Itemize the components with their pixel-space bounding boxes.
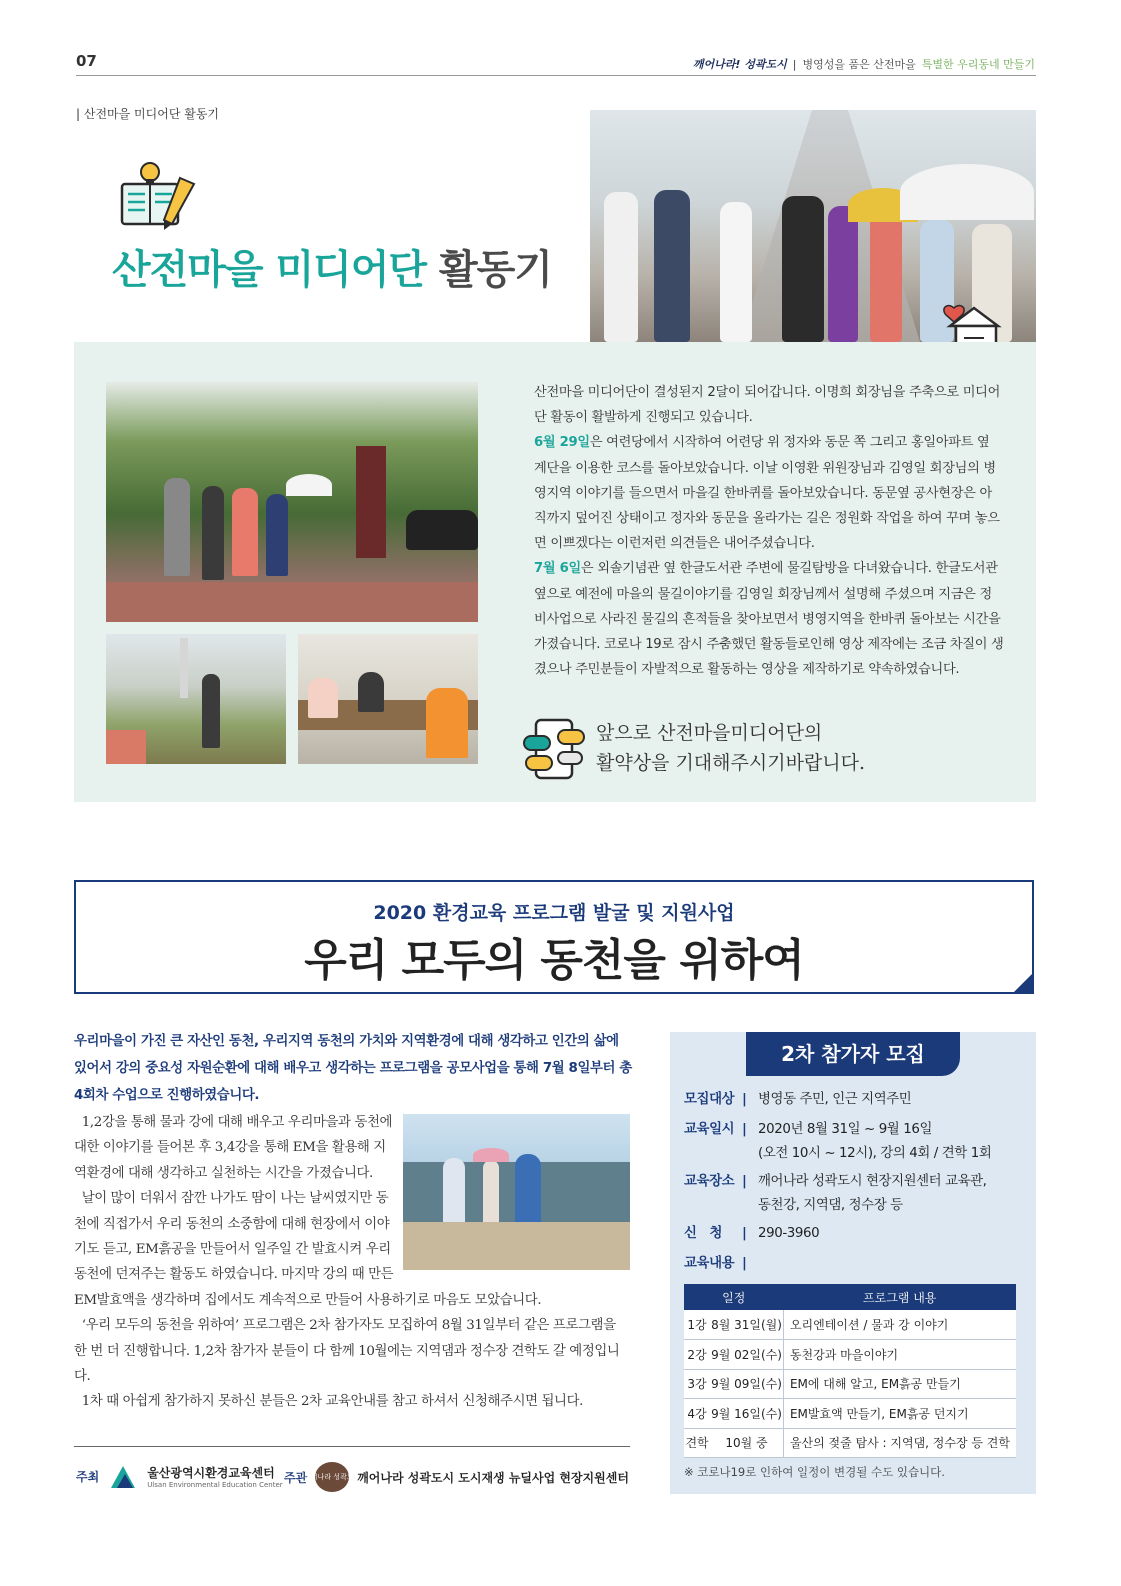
host-sponsor (76, 1462, 283, 1490)
schedule-no: 4강 (684, 1399, 710, 1429)
article1-closing (596, 718, 865, 778)
content-separator: | (742, 1256, 747, 1271)
recruit-title: 2차 참가자 모집 (746, 1032, 960, 1076)
banner-title-teal: 산전마을 미디어단 (112, 247, 427, 293)
schedule-row (684, 1310, 1016, 1340)
schedule-date: 8월 31일(월) (710, 1310, 783, 1340)
schedule-content: 동천강과 마을이야기 (783, 1340, 1016, 1370)
schedule-table (684, 1284, 1016, 1458)
schedule-row (684, 1340, 1016, 1370)
article1-para2-text: 은 외솔기념관 옆 한글도서관 주변에 물길탐방을 다녀왔습니다. 한글도서관 옆으로 예전에 마을의 물길이야기를 김영일 회장님께서 설명해 주셨으며 지금은 정비사업으로 사라진 물길의 흔적들을 찾아보면서 병영지역을 한바퀴 돌아보는 시간을 가졌습니다. 코로나 19로 잠시 주춤했던 활동들로인해 영상 제작에는 조금 차질이 생겼으나 주민분들이 자발적으로 활동하는 영상을 제작하기로 약속하였습니다. (534, 561, 1004, 678)
host-org-en: Ulsan Environmental Education Center (147, 1480, 283, 1489)
article1-para1 (534, 430, 1004, 556)
schedule-no: 견학 (684, 1428, 710, 1458)
idea-book-icon (118, 160, 202, 234)
recruit-content-row (684, 1252, 758, 1276)
article1-closing-line1: 앞으로 산전마을미디어단의 (596, 722, 823, 744)
recruit-apply-row (684, 1222, 1018, 1246)
date-value-2: (오전 10시 ~ 12시), 강의 4회 / 견학 1회 (758, 1146, 992, 1161)
schedule-content: EM발효액 만들기, EM흙공 던지기 (783, 1399, 1016, 1429)
activity-photo-small-1 (106, 634, 286, 764)
target-label: 모집대상 (684, 1092, 735, 1107)
banner-title (112, 238, 552, 295)
host-label: 주최 (76, 1469, 100, 1484)
activity-photo-small-2 (298, 634, 478, 764)
target-value: 병영동 주민, 인근 지역주민 (758, 1092, 912, 1107)
header-rule (76, 75, 1036, 76)
date-separator: | (742, 1122, 747, 1137)
schedule-no: 1강 (684, 1310, 710, 1340)
banner-title-dark: 활동기 (438, 247, 552, 293)
article1-date2: 7월 6일 (534, 561, 581, 577)
schedule-row (684, 1428, 1016, 1458)
date-value-1: 2020년 8월 31일 ~ 9월 16일 (758, 1122, 932, 1137)
activity-photo-main (106, 382, 478, 622)
recruit-place-row (684, 1170, 1018, 1218)
header-brand: 깨어나라! 성곽도시 (692, 58, 787, 71)
schedule-row (684, 1369, 1016, 1399)
article2-p1-text: 1,2강을 통해 물과 강에 대해 배우고 우리마을과 동천에 대한 이야기를 들어본 후 3,4강을 통해 EM을 활용해 지역환경에 대해 생각하고 실천하는 시간을 가졌습니다. (74, 1115, 393, 1181)
chat-phone-icon (522, 716, 586, 782)
schedule-note: ※ 코로나19로 인하여 일정이 변경될 수도 있습니다. (684, 1465, 945, 1479)
schedule-date: 10월 중 (710, 1428, 783, 1458)
schedule-content: 울산의 젖줄 탐사 : 지역댐, 정수장 등 견학 (783, 1428, 1016, 1458)
recruit-date-row (684, 1118, 1018, 1166)
recruit-target-row (684, 1088, 1018, 1112)
article2-p4-text: 1차 때 아쉽게 참가하지 못하신 분들은 2차 교육안내를 참고 하셔서 신청해주시면 됩니다. (81, 1394, 583, 1410)
place-separator: | (742, 1174, 747, 1189)
article2-p3 (74, 1313, 630, 1389)
article2-subtitle: 2020 환경교육 프로그램 발굴 및 지원사업 (373, 902, 735, 924)
article2-lead: 우리마을이 가진 큰 자산인 동천, 우리지역 동천의 가치와 지역환경에 대해 생각하고 인간의 삶에 있어서 강의 중요성 자원순환에 대해 배우고 생각하는 프로그램을 공모사업을 통해 7월 8일부터 총 4회차 수업으로 진행하였습니다. (74, 1034, 632, 1103)
article1-text (534, 380, 1004, 682)
article2-p2-text: 날이 많이 더워서 잠깐 나가도 땀이 나는 날씨였지만 동천에 직접가서 우리 동천의 소중함에 대해 현장에서 이야기도 듣고, EM흙공을 만들어서 일주일 간 발효시켜 우리 동천에 던져주는 활동도 하였습니다. 마지막 강의 때 만든 EM발효액을 생각하며 집에서도 계속적으로 만들어 사용하기로 마음도 모았습니다. (74, 1191, 542, 1308)
article2-p4 (74, 1389, 630, 1414)
schedule-content: EM에 대해 알고, EM흙공 만들기 (783, 1369, 1016, 1399)
environment-center-logo (107, 1462, 139, 1490)
article1-para2 (534, 556, 1004, 682)
organizer-sponsor (284, 1462, 629, 1492)
schedule-content: 오리엔테이션 / 물과 강 이야기 (783, 1310, 1016, 1340)
schedule-no: 2강 (684, 1340, 710, 1370)
running-header (693, 56, 1035, 72)
schedule-row (684, 1399, 1016, 1429)
article2-title: 우리 모두의 동천을 위하여 (304, 935, 804, 986)
footer-rule (74, 1446, 630, 1447)
organizer-org: 깨어나라 성곽도시 도시재생 뉴딜사업 현장지원센터 (357, 1470, 629, 1485)
place-value-1: 깨어나라 성곽도시 현장지원센터 교육관, (758, 1174, 987, 1189)
date-label: 교육일시 (684, 1122, 735, 1137)
schedule-header-date: 일정 (684, 1284, 783, 1310)
apply-value: 290-3960 (758, 1226, 820, 1241)
schedule-date: 9월 09일(수) (710, 1369, 783, 1399)
place-label: 교육장소 (684, 1174, 735, 1189)
article1-para1-text: 은 여련당에서 시작하여 어련당 위 정자와 동문 쪽 그리고 홍일아파트 옆 계단을 이용한 코스를 돌아보았습니다. 이날 이영환 위원장님과 김영일 회장님의 병영지역 이야기를 들으면서 마을길 한바퀴를 돌아보았습니다. 동문옆 공사현장은 아직까지 덮어진 상태이고 정자와 동문을 올라가는 길은 정원화 작업을 하여 꾸며 놓으면 이쁘겠다는 이런저런 의견들은 내어주셨습니다. (534, 435, 1000, 552)
target-separator: | (742, 1092, 747, 1107)
article2-p3-text: ‘우리 모두의 동천을 위하여’ 프로그램은 2차 참가자도 모집하여 8월 31일부터 같은 프로그램을 한 번 더 진행합니다. 1,2차 참가자 분들이 다 함께 10월에는 지역댐과 정수장 견학도 갈 예정입니다. (74, 1318, 620, 1385)
place-value-2: 동천강, 지역댐, 정수장 등 (758, 1198, 903, 1213)
castle-city-logo: 깨어나라 성곽도시 (315, 1462, 349, 1492)
schedule-header-content: 프로그램 내용 (783, 1284, 1016, 1310)
article1-intro: 산전마을 미디어단이 결성된지 2달이 되어갑니다. 이명희 회장님을 주축으로 미디어단 활동이 활발하게 진행되고 있습니다. (534, 385, 1001, 426)
schedule-header-row (684, 1284, 1016, 1310)
schedule-date: 9월 02일(수) (710, 1340, 783, 1370)
header-highlight: 특별한 우리동네 만들기 (921, 58, 1035, 71)
river-photo (403, 1114, 630, 1270)
apply-separator: | (742, 1226, 747, 1241)
content-label: 교육내용 (684, 1256, 735, 1271)
section-label: | 산전마을 미디어단 활동기 (76, 107, 219, 121)
article1-date1: 6월 29일 (534, 435, 590, 451)
page-number: 07 (76, 52, 97, 70)
header-separator: | (792, 57, 797, 71)
apply-label: 신 청 (684, 1226, 723, 1241)
organizer-label: 주관 (284, 1470, 308, 1485)
header-subtitle: 병영성을 품은 산전마을 (802, 58, 916, 71)
schedule-date: 9월 16일(수) (710, 1399, 783, 1429)
article1-closing-line2: 활약상을 기대해주시기바랍니다. (596, 752, 866, 774)
host-org: 울산광역시환경교육센터 (147, 1465, 275, 1480)
schedule-no: 3강 (684, 1369, 710, 1399)
